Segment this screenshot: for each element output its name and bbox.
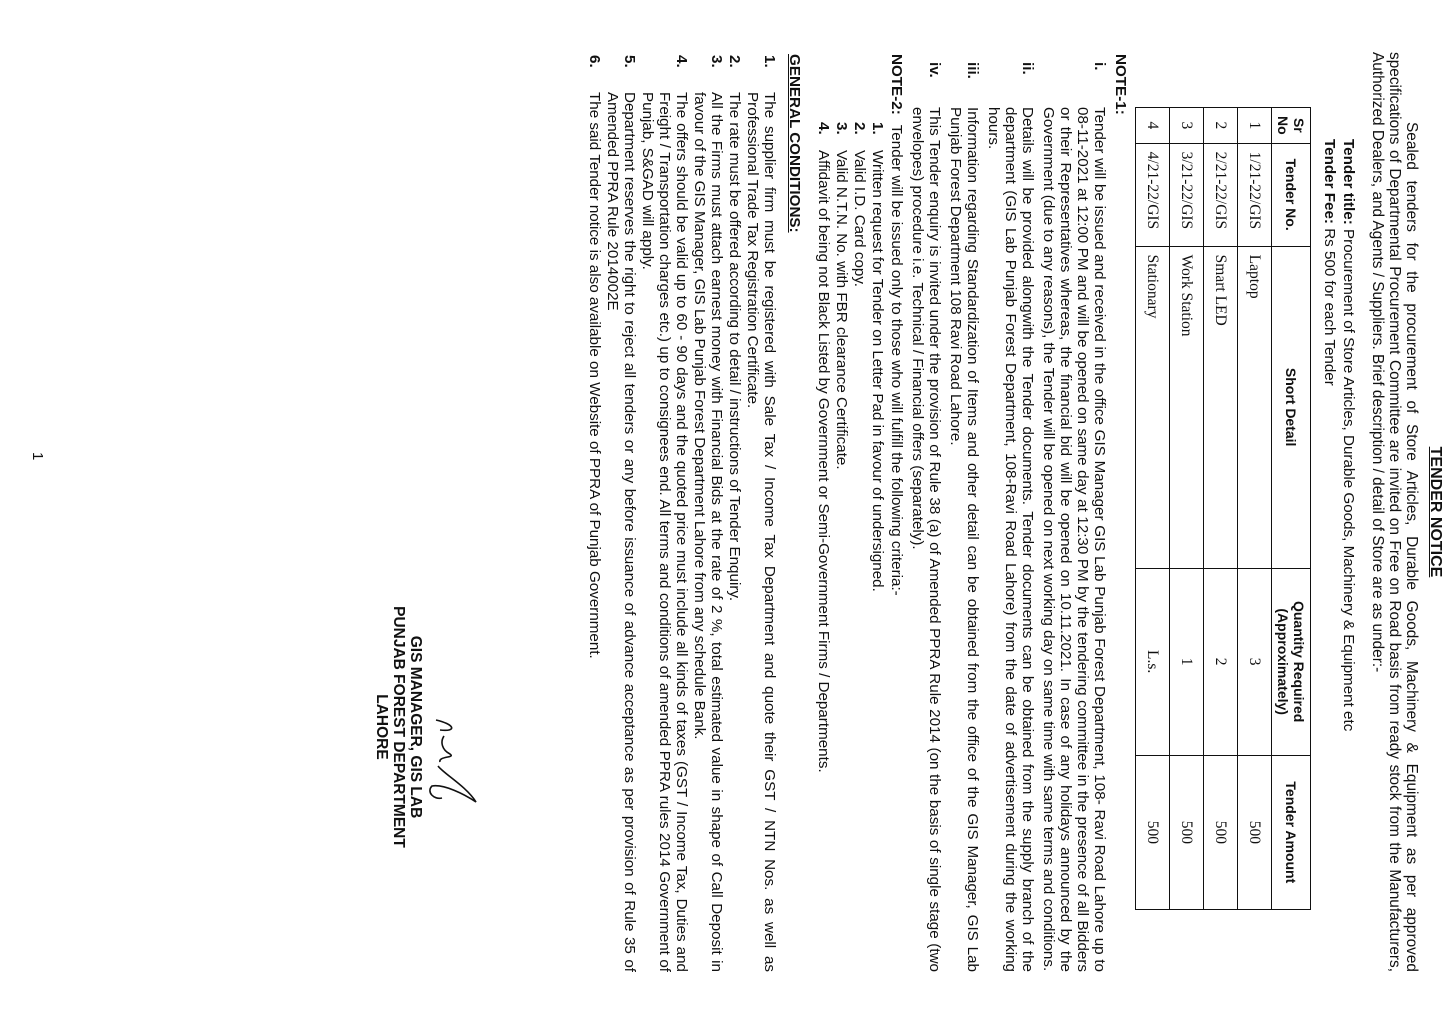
cell-sr: 4 bbox=[1136, 108, 1170, 144]
condition-number: 4. bbox=[673, 55, 690, 68]
tender-table bbox=[1135, 107, 1311, 910]
table-row bbox=[1136, 108, 1170, 910]
table-row bbox=[1204, 108, 1238, 910]
header-quantity: Quantity Required (Approximately) bbox=[1272, 568, 1311, 755]
cell-tender-no: 3/21-22/GIS bbox=[1170, 143, 1204, 246]
list-item-number: iii. bbox=[964, 62, 981, 79]
criteria-number: 4. bbox=[815, 122, 832, 135]
list-item bbox=[985, 52, 1036, 972]
header-sr: Sr No bbox=[1272, 108, 1311, 144]
condition-number: 6. bbox=[586, 55, 603, 68]
criteria-number: 2. bbox=[851, 122, 868, 135]
signature-block bbox=[373, 572, 424, 882]
cell-qty: 3 bbox=[1238, 568, 1272, 755]
list-item-number: i. bbox=[1091, 62, 1108, 71]
criteria-text: Written request for Tender on Letter Pad in favour of undersigned. bbox=[869, 150, 886, 592]
cell-amount: 500 bbox=[1136, 755, 1170, 909]
criteria-text: Valid I.D. Card copy. bbox=[851, 150, 868, 288]
criteria-item bbox=[833, 122, 850, 972]
cell-qty: 1 bbox=[1170, 568, 1204, 755]
cell-qty: L.s. bbox=[1136, 568, 1170, 755]
cell-tender-no: 4/21-22/GIS bbox=[1136, 143, 1170, 246]
criteria-item bbox=[815, 122, 832, 972]
condition-text: The said Tender notice is also available on Website of PPRA of Punjab Government. bbox=[586, 92, 603, 659]
condition-item bbox=[639, 52, 690, 972]
handwritten-signature-icon bbox=[414, 702, 484, 822]
cell-amount: 500 bbox=[1204, 755, 1238, 909]
cell-detail: Stationary bbox=[1136, 246, 1170, 568]
condition-number: 2. bbox=[726, 55, 743, 68]
list-item-number: ii. bbox=[1019, 62, 1036, 75]
page-title: TENDER NOTICE bbox=[1427, 446, 1444, 578]
list-item-text: Information regarding Standardization of Items and other detail can be obtained from the office of the GIS Manager, GIS Lab Punjab Forest Department 108 Ravi Road Lahore. bbox=[947, 107, 981, 972]
cell-qty: 2 bbox=[1204, 568, 1238, 755]
intro-paragraph: Sealed tenders for the procurement of Store Articles, Durable Goods, Machinery & Equipment as per approved specifications of Departmental Procurement Committee are invited on Free on Road basis from ready stock from the Manufacturers, Authorized Dealers, and Agents / Suppliers. Brief description / detail of Store are as under:- bbox=[1369, 52, 1420, 972]
cell-amount: 500 bbox=[1238, 755, 1272, 909]
cell-detail: Work Station bbox=[1170, 246, 1204, 568]
condition-text: All the Firms must attach earnest money with Financial Bids at the rate of 2 %, total estimated value in shape of Call Deposit in favour of the GIS Manager, GIS Lab Punjab Forest Department Lahore from any schedule Bank. bbox=[691, 92, 725, 972]
criteria-item bbox=[869, 122, 886, 972]
signature-line-1: GIS MANAGER, GIS LAB bbox=[407, 635, 424, 819]
signature-line-3: LAHORE bbox=[373, 694, 390, 760]
tender-title-value: Procurement of Store Articles, Durable Goods, Machinery & Equipment etc bbox=[1340, 229, 1357, 732]
tender-title-label: Tender title: bbox=[1340, 139, 1357, 225]
tender-title-line bbox=[1340, 139, 1357, 972]
condition-item bbox=[726, 52, 743, 972]
note1-heading: NOTE-1: bbox=[1112, 54, 1129, 115]
note2-text: Tender will be issued only to those who will fulfill the following criteria:- bbox=[888, 124, 905, 596]
condition-text: The supplier firm must be registered with Sale Tax / Income Tax Department and quote their GST / NTN Nos. as well as Professional Trade Tax Registration Certificate. bbox=[744, 92, 778, 972]
condition-item bbox=[586, 52, 603, 972]
list-item-text: This Tender enquiry is invited under the provision of Rule 38 (a) of Amended PPRA Rule 2014 (on the basis of single stage (two envelopes) procedure i.e. Technical / Financial offers (separately). bbox=[909, 107, 943, 972]
condition-text: The offers should be valid up to 60 - 90 days and the quoted price must include all kinds of taxes (GST / Income Tax, Duties and Freight / Transportation charges etc.) up to consignees end. All terms and conditions of amended PPRA rules 2014 Government of Punjab, S&GAD will apply. bbox=[639, 92, 690, 972]
list-item-text: Tender will be issued and received in the office GIS Manager GIS Lab Punjab Forest Department, 108- Ravi Road Lahore up to 08-11-2021 at 12:00 PM and will be opened on same day at 12:30 PM by the tendering committee in the presence of all Bidders or their Representatives whereas, the financial bid will be opened on 10.11.2021. In case of any holidays announced by the Government (due to any reasons), the Tender will be opened on next working day on same time with same terms and conditions. bbox=[1040, 107, 1108, 972]
header-short-detail: Short Detail bbox=[1272, 246, 1311, 568]
tender-notice-page bbox=[0, 12, 1444, 1012]
criteria-number: 1. bbox=[869, 122, 886, 135]
cell-detail: Smart LED bbox=[1204, 246, 1238, 568]
table-row bbox=[1170, 108, 1204, 910]
list-item-text: Details will be provided alongwith the Tender documents. Tender documents can be obtained from the supply branch of the department (GIS Lab Punjab Forest Department, 108-Ravi Road Lahore) from the date of advertisement during the working hours. bbox=[985, 107, 1036, 972]
cell-tender-no: 2/21-22/GIS bbox=[1204, 143, 1238, 246]
list-item bbox=[909, 52, 943, 972]
cell-detail: Laptop bbox=[1238, 246, 1272, 568]
condition-item bbox=[744, 52, 778, 972]
note2-heading: NOTE-2: bbox=[888, 54, 905, 115]
table-row bbox=[1238, 108, 1272, 910]
cell-amount: 500 bbox=[1170, 755, 1204, 909]
list-item-number: iv. bbox=[926, 62, 943, 78]
cell-sr: 3 bbox=[1170, 108, 1204, 144]
condition-text: The rate must be offered according to detail / instructions of Tender Enquiry. bbox=[726, 92, 743, 602]
condition-number: 3. bbox=[708, 55, 725, 68]
condition-item bbox=[604, 52, 638, 972]
condition-text: Department reserves the right to reject all tenders or any before issuance of advance acceptance as per provision of Rule 35 of Amended PPRA Rule 2014002E bbox=[604, 92, 638, 972]
cell-sr: 1 bbox=[1238, 108, 1272, 144]
tender-fee-line bbox=[1321, 139, 1338, 972]
signature-line-2: PUNJAB FOREST DEPARTMENT bbox=[390, 606, 407, 848]
note2-line bbox=[888, 54, 905, 972]
cell-sr: 2 bbox=[1204, 108, 1238, 144]
criteria-item bbox=[851, 122, 868, 972]
condition-number: 1. bbox=[761, 55, 778, 68]
table-header-row bbox=[1272, 108, 1311, 910]
header-tender-no: Tender No. bbox=[1272, 143, 1311, 246]
criteria-text: Affidavit of being not Black Listed by Government or Semi-Government Firms / Departments. bbox=[815, 150, 832, 773]
condition-number: 5. bbox=[621, 55, 638, 68]
tender-fee-value: Rs 500 for each Tender bbox=[1321, 228, 1338, 386]
header-tender-amount: Tender Amount bbox=[1272, 755, 1311, 909]
list-item bbox=[947, 52, 981, 972]
list-item bbox=[1040, 52, 1108, 972]
criteria-text: Valid N.T.N. No. with FBR clearance Certificate. bbox=[833, 150, 850, 470]
tender-fee-label: Tender Fee: bbox=[1321, 139, 1338, 224]
condition-item bbox=[691, 52, 725, 972]
cell-tender-no: 1/21-22/GIS bbox=[1238, 143, 1272, 246]
general-conditions-heading: GENERAL CONDITIONS: bbox=[786, 54, 803, 233]
criteria-number: 3. bbox=[833, 122, 850, 135]
page-number: 1 bbox=[29, 452, 46, 461]
